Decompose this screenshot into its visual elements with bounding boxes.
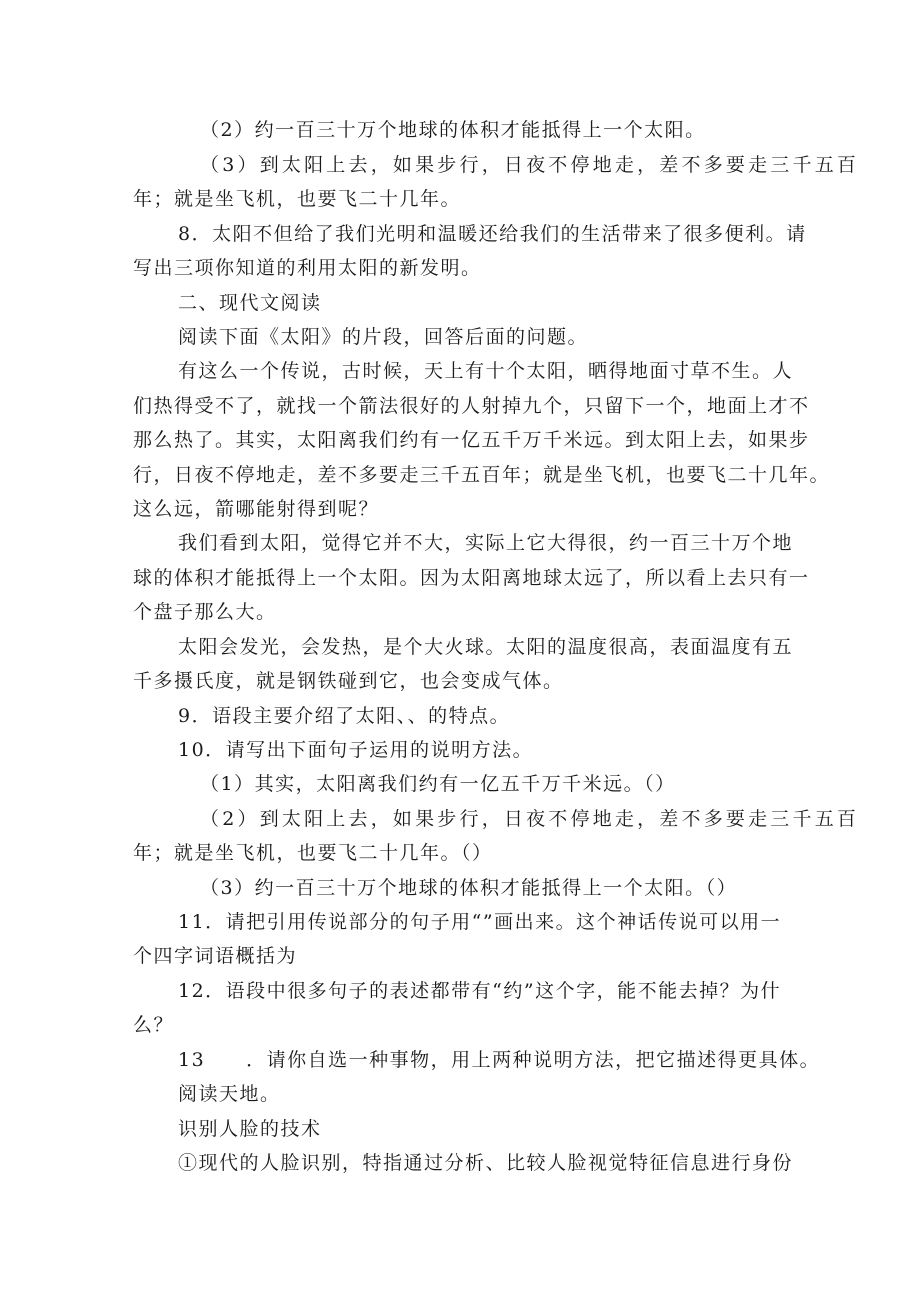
text-line: （3）到太阳上去，如果步行，日夜不停地走，差不多要走三千五百	[200, 154, 860, 176]
text-line: 年；就是坐飞机，也要飞二十几年。（）	[133, 842, 493, 864]
section-label: 阅读天地。	[178, 1083, 281, 1105]
passage-line: 们热得受不了，就找一个箭法很好的人射掉九个，只留下一个，地面上才不	[133, 395, 810, 417]
sub-question: （2）到太阳上去，如果步行，日夜不停地走，差不多要走三千五百	[200, 808, 860, 830]
passage-line: 我们看到太阳，觉得它并不大，实际上它大得很，约一百三十万个地	[178, 532, 794, 554]
passage-line: 球的体积才能抵得上一个太阳。因为太阳离地球太远了，所以看上去只有一	[133, 567, 810, 589]
passage-line: 个盘子那么大。	[133, 601, 277, 623]
article-title: 识别人脸的技术	[178, 1118, 322, 1140]
question-12: 12．语段中很多句子的表述都带有“约”这个字，能不能去掉？为什	[178, 980, 782, 1002]
text-line: （2）约一百三十万个地球的体积才能抵得上一个太阳。	[200, 119, 706, 141]
article-paragraph: ①现代的人脸识别，特指通过分析、比较人脸视觉特征信息进行身份	[178, 1152, 794, 1174]
passage-line: 那么热了。其实，太阳离我们约有一亿五千万千米远。到太阳上去，如果步	[133, 429, 810, 451]
question-10: 10．请写出下面句子运用的说明方法。	[178, 739, 534, 761]
text-line: 么？	[133, 1014, 175, 1036]
passage-line: 行，日夜不停地走，差不多要走三千五百年；就是坐飞机，也要飞二十几年。	[133, 464, 831, 486]
passage-line: 这么远，箭哪能射得到呢？	[133, 498, 380, 520]
sub-question: （3）约一百三十万个地球的体积才能抵得上一个太阳。（）	[200, 877, 738, 899]
question-11: 11．请把引用传说部分的句子用“”画出来。这个神话传说可以用一	[178, 911, 782, 933]
passage-line: 有这么一个传说，古时候，天上有十个太阳，晒得地面寸草不生。人	[178, 360, 794, 382]
passage-line: 千多摄氏度，就是钢铁碰到它，也会变成气体。	[133, 670, 564, 692]
question-8: 8．太阳不但给了我们光明和温暖还给我们的生活带来了很多便利。请	[178, 223, 807, 245]
text-line: 个四字词语概括为	[133, 945, 298, 967]
sub-question: （1）其实，太阳离我们约有一亿五千万千米远。（）	[200, 773, 676, 795]
text-line: 年；就是坐飞机，也要飞二十几年。	[133, 188, 462, 210]
text-line: 写出三项你知道的利用太阳的新发明。	[133, 257, 482, 279]
reading-instruction: 阅读下面《太阳》的片段，回答后面的问题。	[178, 326, 589, 348]
passage-line: 太阳会发光，会发热，是个大火球。太阳的温度很高，表面温度有五	[178, 636, 794, 658]
question-9: 9．语段主要介绍了太阳、、的特点。	[178, 705, 511, 727]
question-13: 13 ．请你自选一种事物，用上两种说明方法，把它描述得更具体。	[178, 1049, 821, 1071]
section-heading: 二、现代文阅读	[178, 292, 322, 314]
